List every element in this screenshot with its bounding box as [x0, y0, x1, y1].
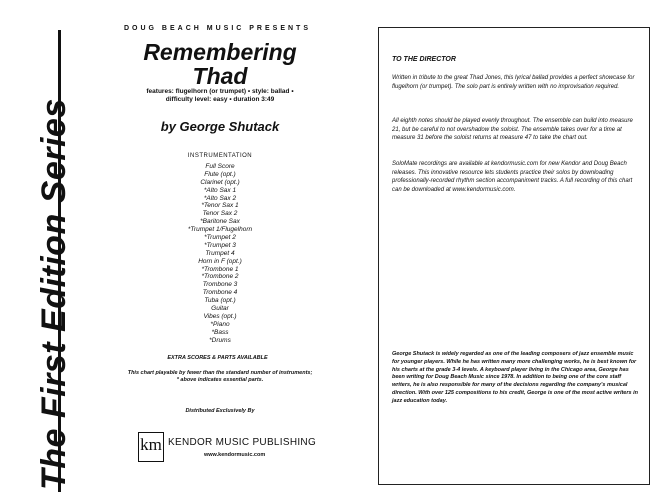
- publisher-url: www.kendormusic.com: [204, 452, 266, 458]
- features-line-1: features: flugelhorn (or trumpet) • style: ballad •: [146, 88, 294, 95]
- series-title: The First Edition Series: [35, 98, 73, 490]
- playable-line-1: This chart playable by fewer than the standard number of instruments;: [127, 370, 313, 376]
- instrument-item: Flute (opt.): [204, 170, 236, 178]
- instrument-item: Full Score: [205, 163, 235, 170]
- instrument-item: *Alto Sax 1: [203, 186, 237, 194]
- instrument-item: *Trumpet 2: [204, 234, 236, 242]
- instrument-item: Tuba (opt.): [204, 297, 236, 305]
- extra-parts-note: EXTRA SCORES & PARTS AVAILABLE: [167, 355, 268, 361]
- instrument-item: *Bass: [211, 328, 229, 336]
- instrumentation-list: [120, 163, 320, 344]
- composer-credit: by George Shutack: [160, 119, 280, 134]
- instrumentation-heading: INSTRUMENTATION: [187, 153, 253, 159]
- publisher-name: KENDOR MUSIC PUBLISHING: [168, 437, 317, 448]
- instrument-item: *Tenor Sax 1: [201, 202, 239, 210]
- instrument-item: Horn in F (opt.): [198, 257, 242, 265]
- composer-bio: George Shutack is widely regarded as one of the leading composers of jazz ensemble music for younger players. While he has written many more challenging works, he is best known for his charts at the grade 3-4 levels. A keyboard player living in the Chicago area, George has been writing for Doug Beach Music since 1978. In addition to being one of the core staff writers, he is also responsible for many of the decisions regarding the company's musical direction. With over 125 compositions to his credit, George is one of the most active writers in jazz education today.: [392, 351, 638, 404]
- instrument-item: Guitar: [211, 305, 229, 313]
- features-info: [120, 88, 320, 104]
- instrument-item: Tenor Sax 2: [202, 210, 238, 218]
- instrument-item: *Piano: [210, 320, 230, 328]
- instrument-item: *Trumpet 1/Flugelhorn: [187, 226, 253, 234]
- instrument-item: *Trumpet 3: [204, 241, 236, 249]
- director-paragraph: SoloMate recordings are available at kendormusic.com for new Kendor and Doug Beach releases. This innovative resource lets students practice their solos by downloading professionally-recorded rhythm section accompaniment tracks. A full recording of this chart can be downloaded at www.kendormusic.com.: [392, 161, 633, 193]
- director-heading: TO THE DIRECTOR: [392, 56, 456, 63]
- instrument-item: *Alto Sax 2: [203, 194, 237, 202]
- kendor-logo: km: [138, 432, 164, 462]
- instrument-item: Trombone 4: [202, 289, 238, 297]
- title-line-2: Thad: [192, 63, 248, 89]
- features-line-2: difficulty level: easy • duration 3:49: [165, 96, 275, 103]
- instrument-item: *Trombone 2: [201, 273, 239, 281]
- series-spine: [12, 30, 73, 492]
- distributed-by: Distributed Exclusively By: [185, 408, 255, 414]
- director-paragraph: Written in tribute to the great Thad Jones, this lyrical ballad provides a perfect showcase for flugelhorn (or trumpet). The solo part is entirely written with no improvisation required.: [392, 75, 635, 90]
- instrument-item: Trumpet 4: [205, 249, 235, 257]
- instrument-item: Trombone 3: [202, 281, 238, 289]
- piece-title: [110, 40, 330, 88]
- instrument-item: Clarinet (opt.): [200, 178, 240, 186]
- director-paragraph: All eighth notes should be played evenly throughout. The ensemble can build into measure 21, but be careful to not overshadow the soloist. The ensemble takes over for a time at measure 31 before the soloist returns at measure 47 to take the chart out.: [392, 118, 633, 141]
- instrument-item: *Baritone Sax: [200, 218, 240, 226]
- instrument-item: *Trombone 1: [201, 265, 239, 273]
- playable-note: [100, 370, 340, 384]
- instrument-item: Vibes (opt.): [203, 312, 237, 320]
- instrument-item: *Drums: [209, 336, 231, 344]
- playable-line-2: * above indicates essential parts.: [176, 377, 264, 383]
- title-line-1: Remembering: [143, 39, 297, 65]
- presenter-line: DOUG BEACH MUSIC PRESENTS: [123, 25, 311, 32]
- director-notes-page: [378, 27, 650, 485]
